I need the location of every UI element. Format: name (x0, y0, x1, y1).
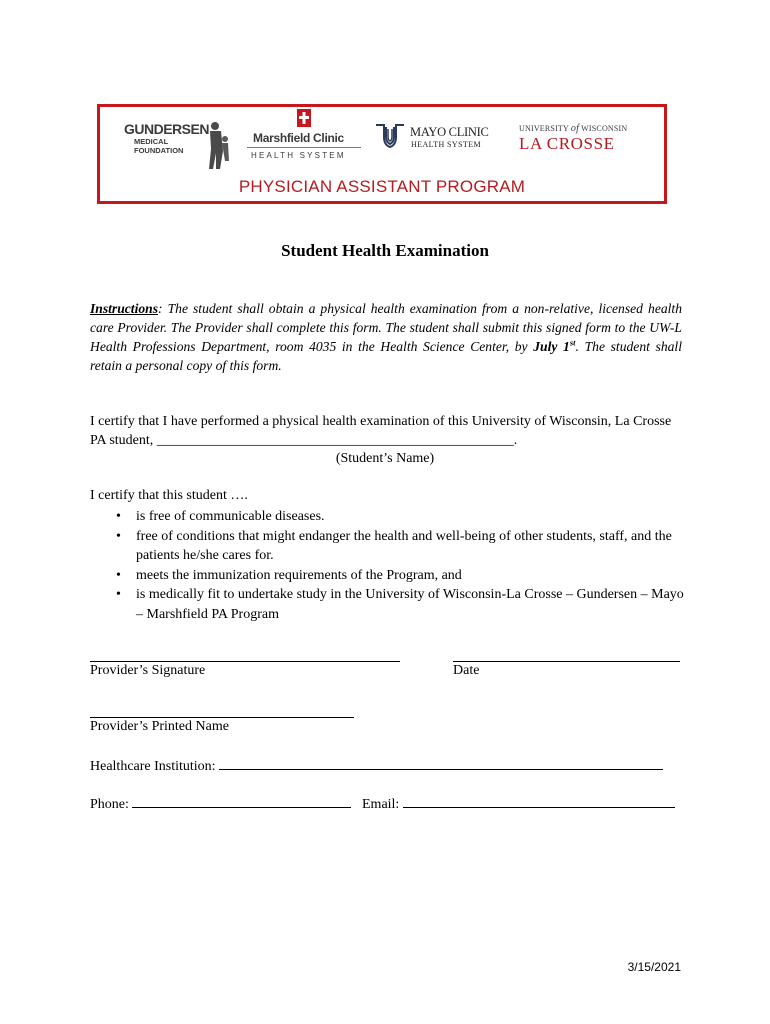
mayo-sub: HEALTH SYSTEM (411, 140, 482, 149)
uwl-logo (517, 123, 645, 159)
marshfield-divider (247, 147, 361, 148)
certify-statement: I certify that I have performed a physical health examination of this University of Wisconsin, La Crosse PA student, ___________________________________________________. (90, 414, 672, 448)
provider-signature-label: Provider’s Signature (90, 663, 206, 678)
marshfield-logo (245, 109, 365, 165)
provider-printed-name-line[interactable] (90, 717, 354, 718)
revision-date: 3/15/2021 (627, 960, 681, 974)
gundersen-statue-icon (206, 121, 230, 171)
gundersen-logo (124, 121, 236, 173)
list-item: • meets the immunization requirements of the Program, and (116, 567, 462, 583)
program-title: PHYSICIAN ASSISTANT PROGRAM (238, 177, 526, 196)
email-label: Email: (362, 797, 400, 812)
date-line[interactable] (453, 661, 680, 662)
program-banner (97, 104, 667, 204)
mayo-logo (374, 123, 500, 155)
provider-printed-name-label: Provider’s Printed Name (90, 719, 229, 734)
list-item: • free of conditions that might endanger the health and well-being of other students, staff, and the patients he/she cares for. (116, 528, 672, 563)
instructions-text: : The student shall obtain a physical health examination from a non-relative, licensed health care Provider. The Provider shall complete this form. The student shall submit this signed form to the UW-L Health Professions Department, room 4035 in the Health Science Center, by (90, 301, 682, 354)
instructions-tail: . The student shall retain a personal copy of this form. (90, 339, 682, 373)
phone-input[interactable] (132, 795, 351, 808)
certify-student-heading: I certify that this student …. (90, 488, 248, 503)
deadline: July 1st (533, 337, 576, 354)
mayo-name: MAYO CLINIC (410, 125, 489, 139)
provider-signature-line[interactable] (90, 661, 400, 662)
uwl-wordmark: UNIVERSITY of WISCONSIN (519, 123, 628, 134)
gundersen-sub1: MEDICAL (134, 137, 169, 146)
marshfield-emblem-icon (297, 109, 311, 127)
phone-field (90, 795, 351, 813)
date-label: Date (453, 663, 480, 678)
gundersen-sub2: FOUNDATION (134, 146, 184, 155)
list-item: • is free of communicable diseases. (116, 509, 325, 524)
page-title: Student Health Examination (281, 241, 489, 260)
phone-label: Phone: (90, 797, 129, 812)
list-item: • is medically fit to undertake study in the University of Wisconsin-La Crosse – Gundersen – Mayo – Marshfield PA Program (116, 587, 684, 622)
gundersen-name: GUNDERSEN (124, 121, 209, 137)
email-input[interactable] (403, 795, 675, 808)
marshfield-sub: HEALTH SYSTEM (251, 151, 346, 160)
certification-list (90, 507, 690, 624)
instructions-paragraph (90, 299, 682, 375)
instructions-label: Instructions (90, 301, 159, 316)
email-field (362, 795, 675, 813)
uwl-name: LA CROSSE (519, 134, 615, 153)
healthcare-institution-input[interactable] (219, 757, 663, 770)
healthcare-institution-field (90, 757, 663, 775)
mayo-shield-icon (374, 123, 406, 149)
students-name-label: (Student’s Name) (335, 451, 435, 466)
healthcare-institution-label: Healthcare Institution: (90, 759, 216, 774)
marshfield-name: Marshfield Clinic (253, 131, 344, 145)
